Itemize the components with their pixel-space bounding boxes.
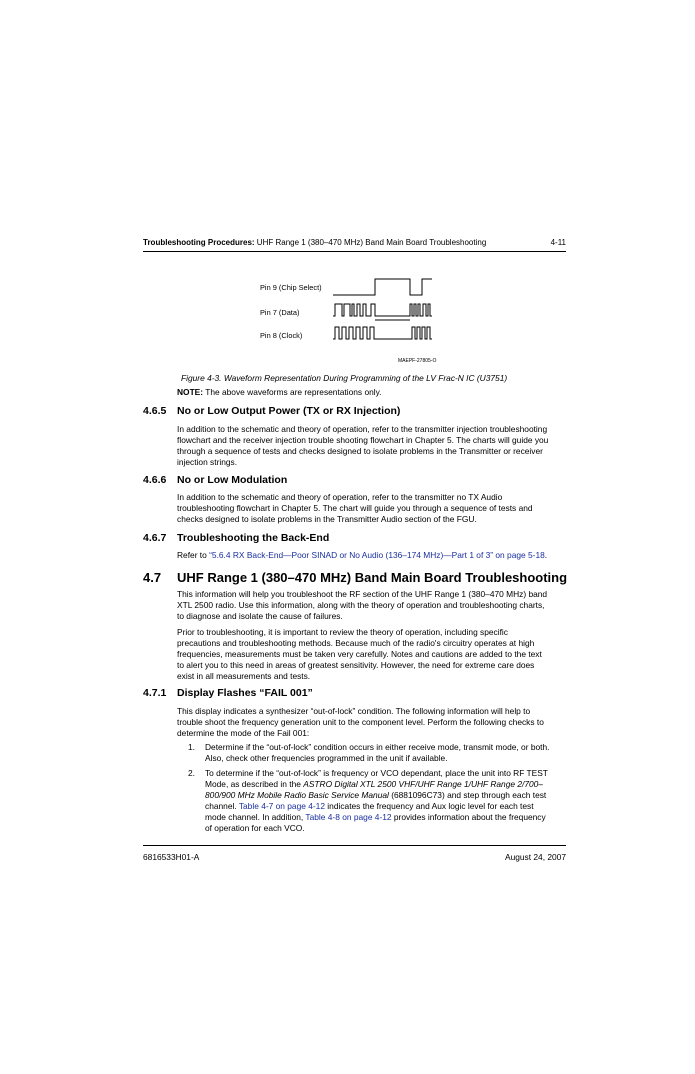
section-465-number: 4.6.5 xyxy=(143,405,167,417)
clock-waveform xyxy=(333,327,432,339)
header-rule xyxy=(143,251,566,252)
section-47-paragraph-1: This information will help you troubleshoot the RF section of the UHF Range 1 (380–470 MHz) band XTL 2500 radio. Use this information, along with the theory of operation and troubleshooting charts, to diagnose and isolate the cause of failures. xyxy=(177,589,548,621)
data-waveform xyxy=(333,304,432,316)
chip-select-waveform xyxy=(333,279,432,295)
footer-rule xyxy=(143,845,566,846)
footer-doc-number: 6816533H01-A xyxy=(143,852,200,862)
pin7-label: Pin 7 (Data) xyxy=(260,308,300,317)
section-47-number: 4.7 xyxy=(143,570,162,585)
pin8-label: Pin 8 (Clock) xyxy=(260,331,303,340)
section-47-paragraph-2: Prior to troubleshooting, it is important to review the theory of operation, including specific precautions and troubleshooting methods. Because much of the radio's circuitry operates at high frequencies, measurements must be taken very carefully. Notes and cautions are added to the text to alert you to this need in areas of greatest sensitivity. However, the need for extreme care does exist in all measurements and tests. xyxy=(177,627,542,681)
header-title: Troubleshooting Procedures: UHF Range 1 (380–470 MHz) Band Main Board Troubleshooting xyxy=(143,238,487,247)
section-466-number: 4.6.6 xyxy=(143,474,167,486)
section-467-number: 4.6.7 xyxy=(143,532,167,544)
footer-date: August 24, 2007 xyxy=(504,852,566,862)
pin9-label: Pin 9 (Chip Select) xyxy=(260,283,322,292)
list-item-2-number: 2. xyxy=(188,768,195,778)
figure-note: NOTE: The above waveforms are representations only. xyxy=(177,387,382,397)
section-467-body: Refer to “5.6.4 RX Back-End—Poor SINAD or No Audio (136–174 MHz)—Part 1 of 3” on page 5-18. xyxy=(177,550,548,560)
figure-code: MAEPF-27805-O xyxy=(398,358,437,364)
section-471-number: 4.7.1 xyxy=(143,687,167,699)
list-item-1: Determine if the “out-of-lock” condition occurs in either receive mode, transmit mode, or both. Also, check other frequencies programmed in the unit if available. xyxy=(205,742,550,763)
section-466-title: No or Low Modulation xyxy=(177,474,288,486)
waveform-diagram xyxy=(330,276,436,350)
section-467-title: Troubleshooting the Back-End xyxy=(177,532,330,544)
section-47-title: UHF Range 1 (380–470 MHz) Band Main Board Troubleshooting xyxy=(177,570,568,585)
section-471-body: This display indicates a synthesizer “out-of-lock” condition. The following information will help to trouble shoot the frequency generation unit to the component level. Perform the following checks to determine the mode of the Fail 001: xyxy=(177,706,544,738)
section-471-title: Display Flashes “FAIL 001” xyxy=(177,687,313,699)
table-4-8-link[interactable]: Table 4-8 on page 4-12 xyxy=(305,812,392,822)
header-page-number: 4-11 xyxy=(550,238,566,247)
section-465-title: No or Low Output Power (TX or RX Injection) xyxy=(177,405,401,417)
section-466-body: In addition to the schematic and theory of operation, refer to the transmitter no TX Audio troubleshooting flowchart in Chapter 5. The chart will guide you through a sequence of tests and checks designed to isolate problems in the Transmitter Audio section of the FGU. xyxy=(177,492,533,524)
list-item-2: To determine if the “out-of-lock” is frequency or VCO dependant, place the unit into RF TEST Mode, as described in the ASTRO Digital XTL 2500 VHF/UHF Range 1/UHF Range 2/700– 800/900 MHz Mobile Radio Basic Service Manual (6881096C73) and step through each test channel. Table 4-7 on page 4-12 indicates the frequency and Aux logic level for each test mode channel. In addition, Table 4-8 on page 4-12 provides information about the frequency of operation for each VCO. xyxy=(205,768,548,833)
rx-backend-link[interactable]: “5.6.4 RX Back-End—Poor SINAD or No Audio (136–174 MHz)—Part 1 of 3” on page 5-18 xyxy=(209,550,545,560)
table-4-7-link[interactable]: Table 4-7 on page 4-12 xyxy=(238,801,325,811)
list-item-1-number: 1. xyxy=(188,742,195,752)
figure-caption: Figure 4-3. Waveform Representation During Programming of the LV Frac-N IC (U3751) xyxy=(181,373,508,383)
section-465-body: In addition to the schematic and theory of operation, refer to the transmitter injection troubleshooting flowchart and the receiver injection trouble shooting flowchart in Chapter 5. The charts will guide you through a sequence of tests and checks designed to isolate problems in the Transmitter or receiver injection strings. xyxy=(177,424,549,467)
